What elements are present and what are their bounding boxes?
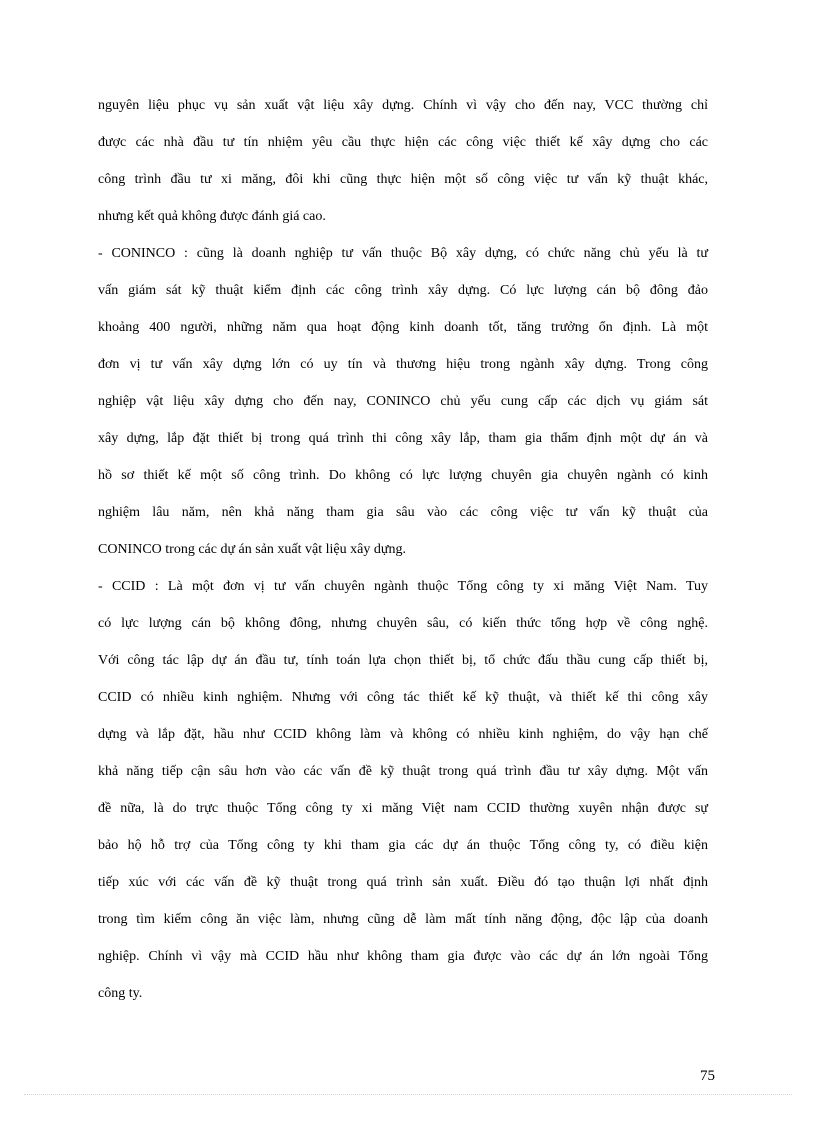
text-line: nghiệp vật liệu xây dựng cho đến nay, CONINCO chủ yếu cung cấp các dịch vụ giám sát <box>98 394 708 409</box>
text-line: xây dựng, lắp đặt thiết bị trong quá trình thi công xây lắp, tham gia thẩm định một dự án và <box>98 431 708 446</box>
page-number: 75 <box>700 1068 715 1084</box>
text-line: Với công tác lập dự án đầu tư, tính toán lựa chọn thiết bị, tổ chức đấu thầu cung cấp thiết bị, <box>98 653 708 668</box>
text-line: vấn giám sát kỹ thuật kiểm định các công trình xây dựng. Có lực lượng cán bộ đông đảo <box>98 283 708 298</box>
text-line: đề nữa, là do trực thuộc Tổng công ty xi măng Việt nam CCID thường xuyên nhận được sự <box>98 801 708 816</box>
text-line: CCID có nhiều kinh nghiệm. Nhưng với công tác thiết kế kỹ thuật, và thiết kế thi công xây <box>98 690 708 705</box>
text-line: nhưng kết quả không được đánh giá cao. <box>98 209 326 224</box>
text-line: nguyên liệu phục vụ sản xuất vật liệu xây dựng. Chính vì vậy cho đến nay, VCC thường chỉ <box>98 98 708 113</box>
text-line: được các nhà đầu tư tín nhiệm yêu cầu thực hiện các công việc thiết kế xây dựng cho các <box>98 135 708 150</box>
text-line: công trình đầu tư xi măng, đôi khi cũng thực hiện một số công việc tư vấn kỹ thuật khác, <box>98 172 708 187</box>
text-line: đơn vị tư vấn xây dựng lớn có uy tín và thương hiệu trong ngành xây dựng. Trong công <box>98 357 708 372</box>
text-line: khoảng 400 người, những năm qua hoạt động kinh doanh tốt, tăng trưởng ổn định. Là một <box>98 320 708 335</box>
text-line: trong tìm kiếm công ăn việc làm, nhưng cũng dễ làm mất tính năng động, độc lập của doanh <box>98 912 708 927</box>
text-line: dựng và lắp đặt, hầu như CCID không làm và không có nhiều kinh nghiệm, do vậy hạn chế <box>98 727 708 742</box>
text-line: nghiệp. Chính vì vậy mà CCID hầu như không tham gia được vào các dự án lớn ngoài Tổng <box>98 949 708 964</box>
text-line: hồ sơ thiết kế một số công trình. Do không có lực lượng chuyên gia chuyên ngành có kinh <box>98 468 708 483</box>
text-line: - CCID : Là một đơn vị tư vấn chuyên ngành thuộc Tổng công ty xi măng Việt Nam. Tuy <box>98 579 708 594</box>
text-line: có lực lượng cán bộ không đông, nhưng chuyên sâu, có kiến thức tổng hợp về công nghệ. <box>98 616 708 631</box>
text-line: nghiệm lâu năm, nên khả năng tham gia sâu vào các công việc tư vấn kỹ thuật của <box>98 505 708 520</box>
text-line: khả năng tiếp cận sâu hơn vào các vấn đề kỹ thuật trong quá trình đầu tư xây dựng. Một vấn <box>98 764 708 779</box>
text-line: tiếp xúc với các vấn đề kỹ thuật trong quá trình sản xuất. Điều đó tạo thuận lợi nhất định <box>98 875 708 890</box>
text-line: bảo hộ hỗ trợ của Tổng công ty khi tham gia các dự án thuộc Tổng công ty, có điều kiện <box>98 838 708 853</box>
page-bottom-divider <box>24 1094 792 1095</box>
text-line: CONINCO trong các dự án sản xuất vật liệu xây dựng. <box>98 542 406 557</box>
text-line: công ty. <box>98 986 143 1001</box>
text-line: - CONINCO : cũng là doanh nghiệp tư vấn thuộc Bộ xây dựng, có chức năng chủ yếu là tư <box>98 246 708 261</box>
